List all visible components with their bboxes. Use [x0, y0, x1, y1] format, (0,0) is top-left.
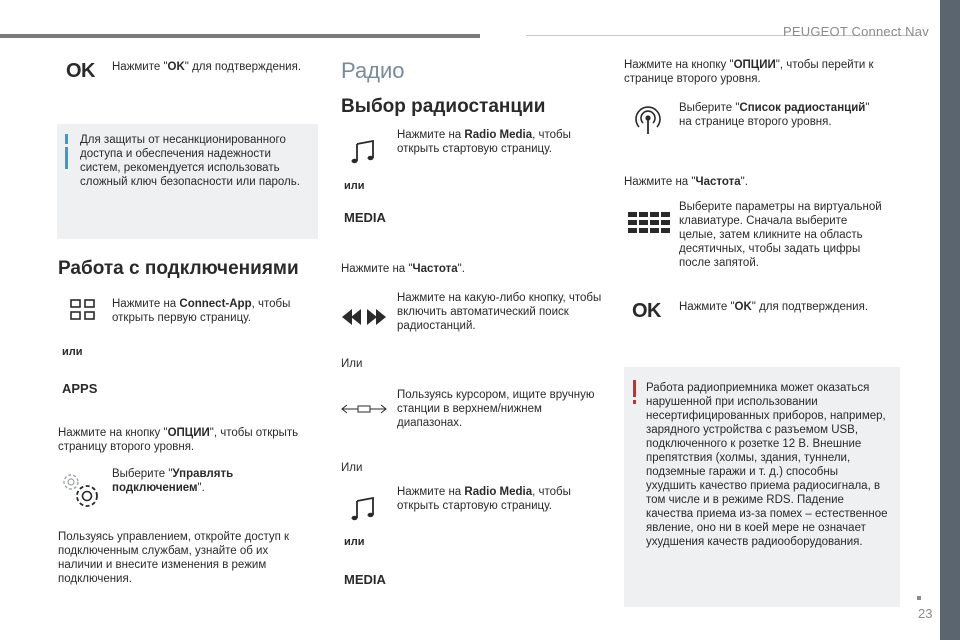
options-text-pre: Нажмите на кнопку " [58, 427, 168, 439]
media-label: MEDIA [344, 210, 386, 225]
freq-text-bold: Частота [412, 263, 458, 275]
right-options-text-bold: ОПЦИИ [733, 59, 776, 71]
radio-antenna-icon [633, 105, 663, 135]
apps-text-bold: Connect-App [179, 298, 252, 310]
apps-text-pre: Нажмите на [112, 298, 180, 310]
info-icon-dot [65, 134, 68, 144]
ok-text-bold: OK [167, 61, 185, 73]
media1-text-post: , чтобы открыть стартовую страницу. [397, 129, 571, 155]
apps-instruction [112, 297, 302, 325]
frequency-instruction [341, 262, 465, 276]
apps-grid-icon [70, 299, 96, 321]
manage-text-bold: Управлять подключением [112, 468, 234, 494]
right-options-text-post: ", чтобы перейти к странице второго уровня. [624, 59, 874, 85]
right-ok-text-post: " для подтверждения. [751, 301, 869, 313]
or-label-3: Или [341, 462, 363, 474]
music-note-icon [351, 497, 375, 523]
list-text-post: " на странице второго уровня. [679, 102, 870, 128]
section-title-connections: Работа с подключениями [58, 258, 299, 279]
or-label: или [344, 180, 365, 192]
apps-text-post: , чтобы открыть первую страницу. [112, 298, 291, 324]
warning-icon-bar [633, 380, 636, 397]
apps-label: APPS [62, 381, 98, 396]
media-label: MEDIA [344, 572, 386, 587]
slider-cursor-icon [341, 403, 387, 415]
options-text-post: ", чтобы открыть страницу второго уровня. [58, 427, 299, 453]
station-list-instruction [679, 101, 879, 129]
ok-text-post: " для подтверждения. [184, 61, 302, 73]
seek-arrows-icon [341, 306, 387, 328]
freq-text-post: ". [457, 263, 465, 275]
right-options-instruction [624, 58, 884, 86]
right-ok-text-pre: Нажмите " [679, 301, 735, 313]
right-ok-text-bold: OK [734, 301, 752, 313]
media2-text-pre: Нажмите на [397, 486, 465, 498]
media1-text-bold: Radio Media [464, 129, 533, 141]
keyboard-instruction: Выберите параметры на виртуальной клавиатуре. Сначала выберите целые, затем кликните на область десятичных, чтобы задать цифры после запятой. [679, 201, 882, 269]
radio-media-instruction-2 [397, 485, 577, 513]
connections-footer-text: Пользуясь управлением, откройте доступ к подключенным службам, узнайте об их наличии и внесите изменения в режим подключения. [58, 531, 290, 585]
header-title: PEUGEOT Connect Nav [783, 24, 929, 39]
page-number: 23 [918, 606, 933, 621]
right-freq-text-bold: Частота [695, 176, 741, 188]
page-marker [917, 596, 921, 600]
options-instruction [58, 426, 308, 454]
options-text-bold: ОПЦИИ [167, 427, 210, 439]
or-label: или [62, 346, 83, 358]
right-frequency-instruction [624, 175, 748, 189]
slider-instruction: Пользуясь курсором, ищите вручную станции в верхнем/нижнем диапазонах. [397, 389, 595, 429]
ok-instruction [112, 60, 312, 74]
subsection-title-station: Выбор радиостанции [341, 96, 546, 117]
list-text-bold: Список радиостанций [739, 102, 866, 114]
section-title-radio: Радио [341, 58, 405, 83]
right-options-text-pre: Нажмите на кнопку " [624, 59, 734, 71]
right-freq-text-pre: Нажмите на " [624, 176, 696, 188]
ok-text-pre: Нажмите " [112, 61, 168, 73]
freq-text-pre: Нажмите на " [341, 263, 413, 275]
radio-media-instruction-1 [397, 128, 577, 156]
media2-text-post: , чтобы открыть стартовую страницу. [397, 486, 571, 512]
warning-note-text: Работа радиоприемника может оказаться нарушенной при использовании несертифицированных приборов, например, зарядного устройства с разъемом USB, подключенного к розетке 12 В. Внешние препятствия (холмы, здания, туннели, подземные гаражи и т. д.) способны ухудшить качество приема радиосигнала, в том числе и в режиме RDS. Падение качества приема из-за помех – естественное явление, оно ни в коей мере не означает ухудшения качеств радиооборудования. [646, 382, 888, 548]
manage-instruction [112, 467, 322, 495]
warning-icon-dot [633, 400, 636, 404]
or-label-2: Или [341, 358, 363, 370]
music-note-icon [351, 140, 375, 166]
top-rule-left [0, 34, 480, 38]
ok-icon: OK [632, 300, 661, 322]
list-text-pre: Выберите " [679, 102, 740, 114]
right-ok-instruction [679, 300, 879, 314]
info-icon-bar [65, 147, 68, 169]
right-sidebar-strip [940, 0, 960, 640]
ok-icon: OK [66, 60, 95, 82]
media2-text-bold: Radio Media [464, 486, 533, 498]
info-note-text: Для защиты от несанкционированного доступа и обеспечения надежности систем, рекомендуется использовать сложный ключ безопасности или пароль. [80, 134, 300, 188]
manage-text-pre: Выберите " [112, 468, 173, 480]
gear-settings-icon [59, 470, 101, 510]
media1-text-pre: Нажмите на [397, 129, 465, 141]
manage-text-post: ". [197, 482, 205, 494]
virtual-keyboard-icon [627, 211, 671, 235]
or-label: или [344, 536, 365, 548]
seek-instruction: Нажмите на какую-либо кнопку, чтобы включить автоматический поиск радиостанций. [397, 292, 602, 332]
right-freq-text-post: ". [740, 176, 748, 188]
